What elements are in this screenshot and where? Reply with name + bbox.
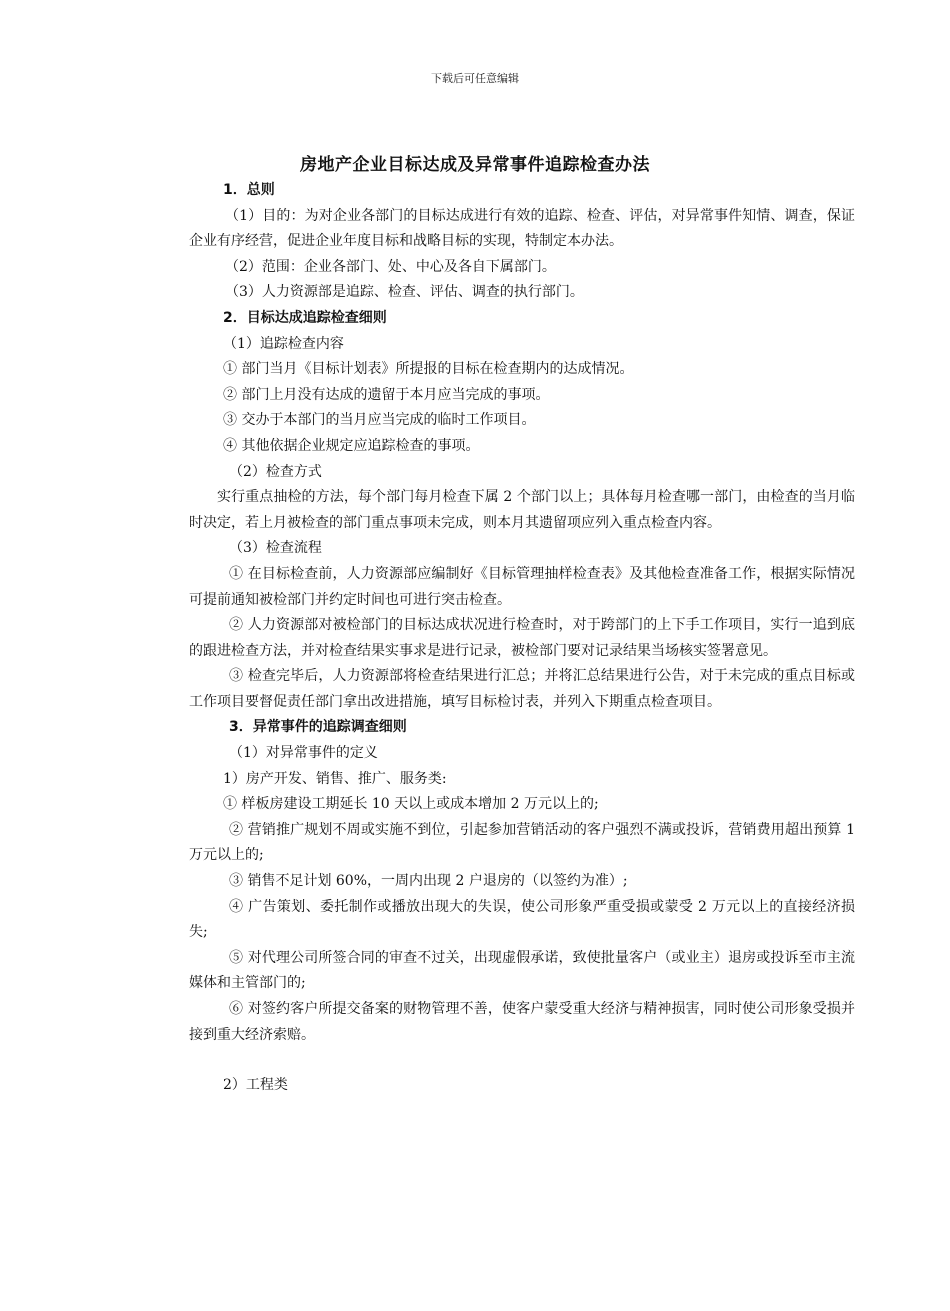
list-item: ⑤ 对代理公司所签合同的审查不过关，出现虚假承诺，致使批量客户（或业主）退房或投诉至市主流媒体和主管部门的;: [189, 949, 855, 992]
paragraph: 实行重点抽检的方法，每个部门每月检查下属 2 个部门以上；具体每月检查哪一部门，由检查的当月临时决定，若上月被检查的部门重点事项未完成，则本月其遗留项应列入重点检查内容。: [189, 489, 855, 531]
list-item: ② 部门上月没有达成的遗留于本月应当完成的事项。: [223, 386, 550, 403]
paragraph: （3）检查流程: [229, 540, 322, 557]
subsection-label: 2）工程类: [223, 1077, 288, 1094]
paragraph: （2）范围：企业各部门、处、中心及各自下属部门。: [225, 258, 556, 275]
paragraph: 1．总则: [223, 182, 275, 198]
paragraph: （1）追踪检查内容: [223, 335, 344, 352]
list-item: ⑥ 对签约客户所提交备案的财物管理不善，使客户蒙受重大经济与精神损害，同时使公司形象受损并接到重大经济索赔。: [189, 1001, 855, 1043]
paragraph: （3）人力资源部是追踪、检查、评估、调查的执行部门。: [225, 284, 584, 301]
list-item: ② 人力资源部对被检部门的目标达成状况进行检查时，对于跨部门的上下手工作项目，实行一追到底的跟进检查方法，并对检查结果实事求是进行记录，被检部门要对记录结果当场核实签署意见。: [189, 617, 855, 659]
paragraph: 1）房产开发、销售、推广、服务类:: [223, 770, 447, 787]
paragraph: （1）目的：为对企业各部门的目标达成进行有效的追踪、检查、评估，对异常事件知情、调查，保证企业有序经营，促进企业年度目标和战略目标的实现，特制定本办法。: [189, 207, 855, 250]
list-item: ③ 交办于本部门的当月应当完成的临时工作项目。: [223, 412, 536, 429]
section-heading: 2．目标达成追踪检查细则: [223, 309, 387, 326]
list-item: ③ 检查完毕后，人力资源部将检查结果进行汇总；并将汇总结果进行公告，对于未完成的重点目标或工作项目要督促责任部门拿出改进措施，填写目标检讨表，并列入下期重点检查项目。: [189, 668, 855, 710]
spacer: [189, 1048, 855, 1073]
section-heading: 3．异常事件的追踪调查细则: [229, 719, 407, 736]
list-item: ④ 其他依据企业规定应追踪检查的事项。: [223, 437, 480, 454]
list-item: ① 在目标检查前，人力资源部应编制好《目标管理抽样检查表》及其他检查准备工作，根据实际情况可提前通知被检部门并约定时间也可进行突击检查。: [189, 565, 855, 608]
paragraph: （1）对异常事件的定义: [229, 745, 378, 762]
paragraph: （2）检查方式: [229, 463, 322, 480]
list-item: ① 样板房建设工期延长 10 天以上或成本增加 2 万元以上的;: [223, 796, 599, 813]
list-item: ④ 广告策划、委托制作或播放出现大的失误，使公司形象严重受损或蒙受 2 万元以上的直接经济损失;: [189, 898, 855, 941]
list-item: ③ 销售不足计划 60%，一周内出现 2 户退房的（以签约为准）;: [229, 873, 628, 890]
document-title: 房地产企业目标达成及异常事件追踪检查办法: [300, 155, 650, 175]
document-body: [189, 178, 855, 1099]
list-item: ② 营销推广规划不周或实施不到位，引起参加营销活动的客户强烈不满或投诉，营销费用超出预算 1 万元以上的;: [189, 821, 855, 864]
page-header: 下载后可任意编辑: [431, 72, 519, 85]
list-item: ① 部门当月《目标计划表》所提报的目标在检查期内的达成情况。: [223, 361, 634, 378]
